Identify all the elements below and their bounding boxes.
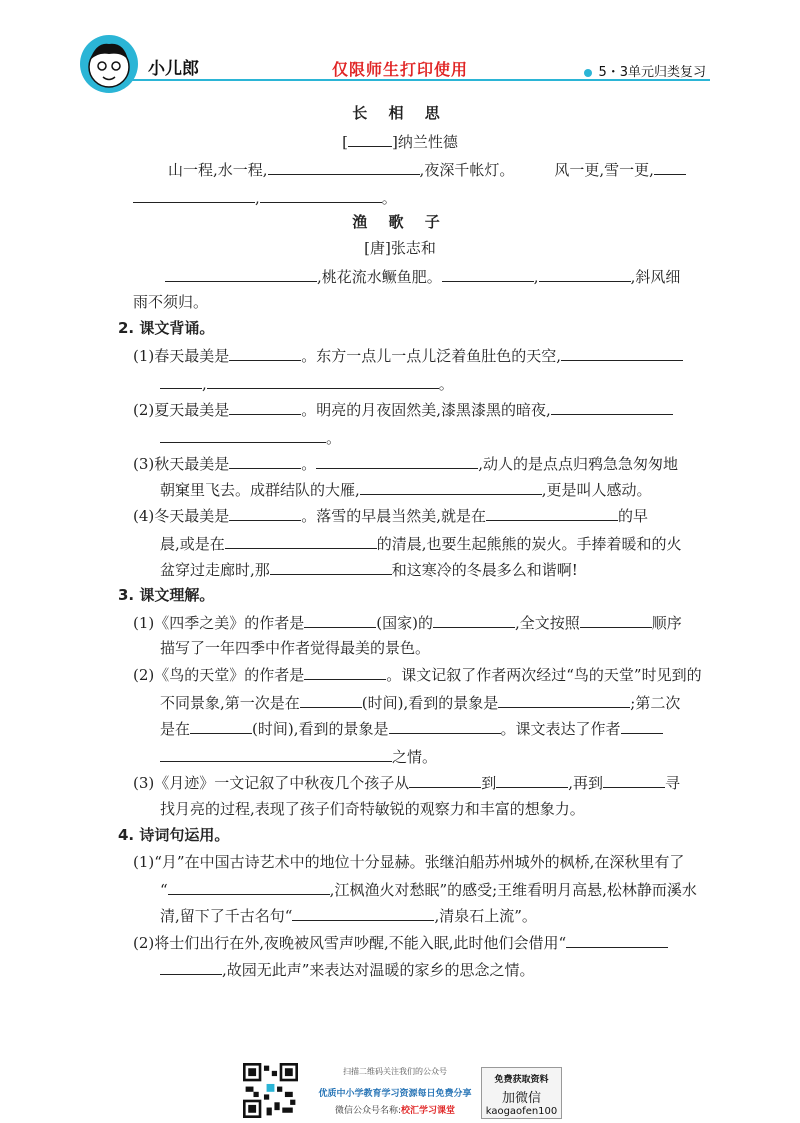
bracket-close: ] [391,133,398,151]
answer-blank[interactable] [207,373,439,389]
question-line [133,612,682,633]
question-line [133,345,683,366]
answer-blank[interactable] [566,932,668,948]
section-label [584,61,706,80]
answer-blank[interactable] [160,746,392,762]
question-line [160,427,341,448]
poem-line: 雨不须归。 [133,293,209,311]
text: 到 [481,774,497,792]
box-title: 免费获取资料 [494,1075,549,1085]
answer-blank[interactable] [229,345,301,361]
question-line [160,959,534,980]
text: 不同景象,第一次是在 [160,694,300,712]
text: 。 [381,189,397,207]
text: 朝窠里飞去。成群结队的大雁, [160,481,360,499]
share-slogan: 优质中小学教育学习资源每日免费分享 [318,1089,472,1099]
question-line: 找月亮的过程,表现了孩子们奇特敏锐的观察力和丰富的想象力。 [160,800,585,818]
question-heading: 4. 诗词句运用。 [118,826,230,844]
text: (1)春天最美是 [133,347,230,365]
answer-blank[interactable] [229,453,301,469]
answer-blank[interactable] [229,399,301,415]
answer-blank[interactable] [133,187,255,203]
text: , [255,189,260,207]
question-line [160,746,437,767]
text: “ [160,881,168,899]
answer-blank[interactable] [292,905,434,921]
answer-blank[interactable] [486,505,618,521]
text: 。课文表达了作者 [500,720,621,738]
question-line [160,479,652,500]
wechat-contact-box [481,1067,562,1119]
answer-blank[interactable] [168,879,330,895]
question-line: 描写了一年四季中作者觉得最美的景色。 [160,639,431,657]
text: 寻 [665,774,681,792]
question-line [133,505,648,526]
answer-blank[interactable] [654,159,686,175]
page-footer [0,1055,800,1123]
text: ,夜深千帐灯。 [419,161,515,179]
text: 。明亮的月夜固然美,漆黑漆黑的暗夜, [301,401,551,419]
text: (时间),看到的景象是 [361,694,499,712]
question-heading: 2. 课文背诵。 [118,319,215,337]
question-line [160,692,680,713]
answer-blank[interactable] [433,612,515,628]
answer-blank[interactable] [304,612,376,628]
poem-title: 长 相 思 [352,104,448,122]
answer-blank[interactable] [551,399,673,415]
bullet-dot-icon [584,69,592,77]
question-line [133,772,680,793]
text: 清,留下了千古名句“ [160,907,293,925]
text: ,斜风细 [630,268,681,286]
text: 盆穿过走廊时,那 [160,561,270,579]
question-line [160,533,682,554]
brand-name: 小儿郎 [148,59,199,79]
text: 是在 [160,720,191,738]
text: ;第二次 [630,694,681,712]
text: 的早 [618,507,649,525]
text: ,全文按照 [514,614,580,632]
text: (2)《鸟的天堂》的作者是 [133,666,305,684]
text: (3)《月迹》一文记叙了中秋夜几个孩子从 [133,774,410,792]
text: ,江枫渔火对愁眠”的感受;王维看明月高悬,松林静而溪水 [329,881,697,899]
answer-blank[interactable] [603,772,665,788]
qr-code-icon[interactable] [243,1063,298,1118]
question-line [133,399,673,420]
text: 之情。 [392,748,438,766]
poem-author-line [0,131,800,152]
answer-blank[interactable] [260,187,382,203]
question-line: (1)“月”在中国古诗艺术中的地位十分显赫。张继泊船苏州城外的枫桥,在深秋里有了 [133,853,685,871]
account-name: 校汇学习课堂 [401,1106,456,1116]
text: ,桃花流水鳜鱼肥。 [317,268,442,286]
answer-blank[interactable] [160,373,202,389]
answer-blank[interactable] [409,772,481,788]
answer-blank[interactable] [539,266,631,282]
answer-blank[interactable] [498,692,630,708]
text: 。落雪的早晨当然美,就是在 [301,507,487,525]
answer-blank[interactable] [160,427,326,443]
question-line [160,718,663,739]
text: 。 [438,375,454,393]
text: 。课文记叙了作者两次经过“鸟的天堂”时见到的 [386,666,702,684]
text: ,动人的是点点归鸦急急匆匆地 [478,455,679,473]
wechat-id: kaogaofen100 [485,1106,558,1117]
text: 的清晨,也要生起熊熊的炭火。手捧着暖和的火 [376,535,682,553]
question-line [160,879,697,900]
question-line [160,373,454,394]
dynasty-blank[interactable] [348,131,392,147]
text: ,清泉石上流”。 [434,907,537,925]
answer-blank[interactable] [621,718,663,734]
account-line [310,1103,480,1116]
poem-line [168,159,686,180]
answer-blank[interactable] [360,479,542,495]
question-line [133,453,678,474]
answer-blank[interactable] [190,718,252,734]
poem-author-line: [唐]张志和 [364,239,436,257]
answer-blank[interactable] [442,266,534,282]
text: (2)夏天最美是 [133,401,230,419]
text: 和这寒冷的冬晨多么和谐啊! [391,561,578,579]
text: (4)冬天最美是 [133,507,230,525]
answer-blank[interactable] [229,505,301,521]
text: (2)将士们出行在外,夜晚被风雪声吵醒,不能入眠,此时他们会借用“ [133,934,567,952]
answer-blank[interactable] [389,718,501,734]
answer-blank[interactable] [561,345,683,361]
question-line [160,905,537,926]
answer-blank[interactable] [160,959,222,975]
answer-blank[interactable] [316,453,478,469]
bracket-open: [ [342,133,348,151]
answer-blank[interactable] [165,266,317,282]
text: 。 [301,455,317,473]
box-subtitle: 加微信 [501,1091,541,1106]
question-line [133,932,668,953]
scan-instruction: 扫描二维码关注我们的公众号 [343,1067,447,1076]
text: (时间),看到的景象是 [252,720,389,738]
text: 。 [326,429,342,447]
text: (国家)的 [376,614,433,632]
answer-blank[interactable] [268,159,420,175]
account-label: 微信公众号名称: [334,1106,402,1116]
answer-blank[interactable] [304,664,386,680]
question-line [160,559,578,580]
text: 顺序 [651,614,682,632]
poem-line [133,187,397,208]
text: 晨,或是在 [160,535,225,553]
text: ,故园无此声”来表达对温暖的家乡的思念之情。 [222,961,535,979]
text: ,再到 [568,774,604,792]
text: ,更是叫人感动。 [541,481,652,499]
text: 山一程,水一程, [168,161,268,179]
text: 。东方一点儿一点儿泛着鱼肚色的天空, [301,347,562,365]
text: , [202,375,207,393]
answer-blank[interactable] [300,692,362,708]
text: 风一更,雪一更, [554,161,654,179]
author-name: 纳兰性德 [397,133,458,151]
answer-blank[interactable] [580,612,652,628]
page-header [0,0,800,92]
question-line [133,664,702,685]
section-text: 5・3单元归类复习 [598,65,706,80]
text: (1)《四季之美》的作者是 [133,614,305,632]
answer-blank[interactable] [496,772,568,788]
text: (3)秋天最美是 [133,455,230,473]
answer-blank[interactable] [225,533,377,549]
answer-blank[interactable] [270,559,392,575]
poem-title: 渔 歌 子 [352,213,448,231]
print-notice: 仅限师生打印使用 [331,60,468,79]
poem-line [165,266,680,287]
text: , [533,268,539,286]
question-heading: 3. 课文理解。 [118,586,215,604]
